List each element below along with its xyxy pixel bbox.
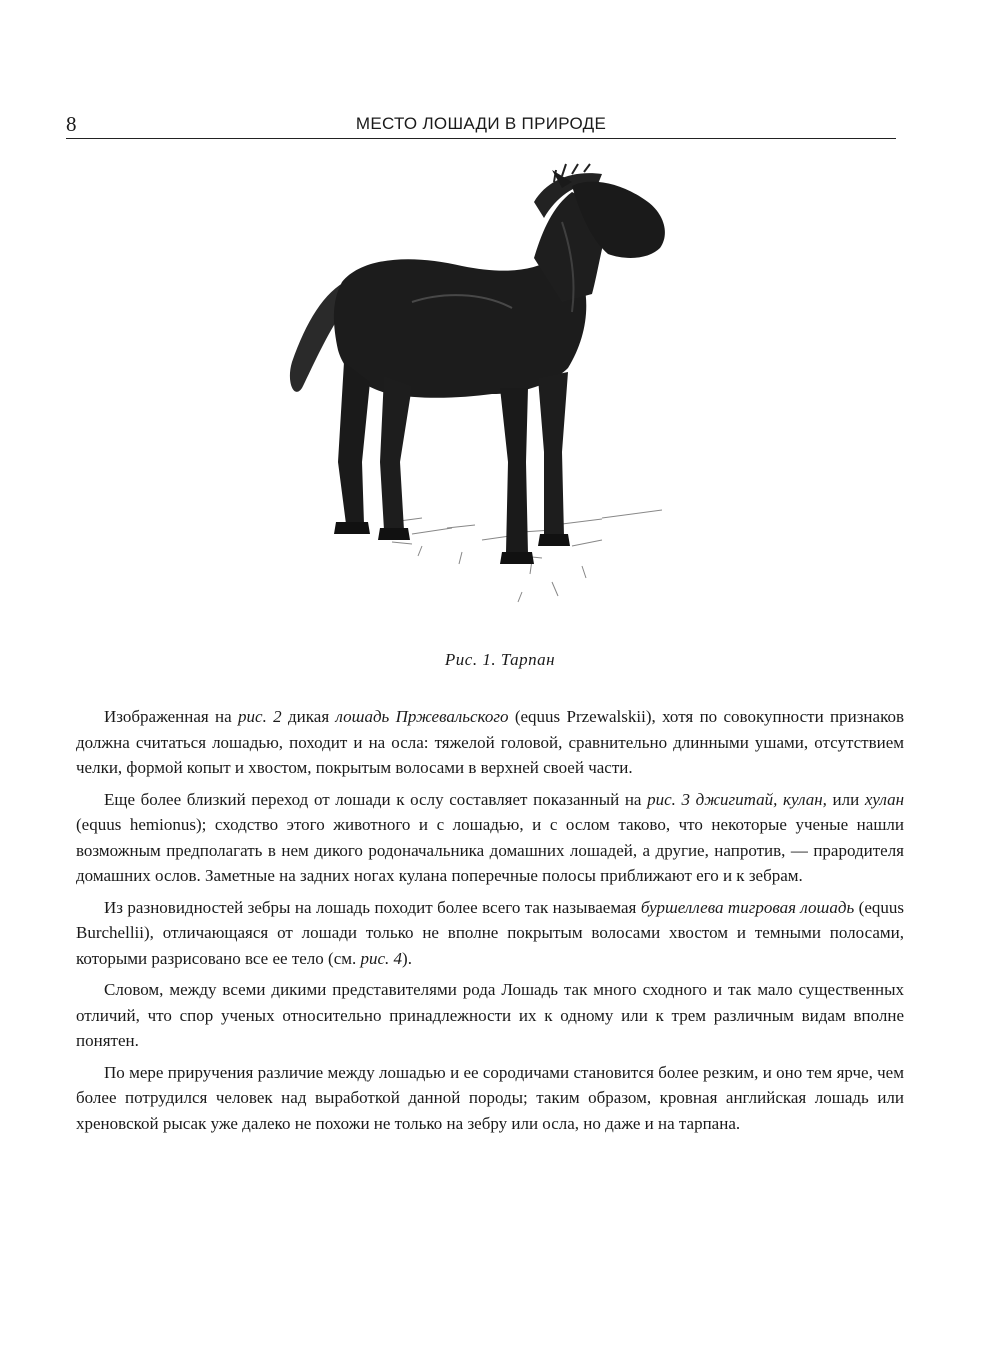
page-header — [66, 108, 896, 139]
paragraph-1: Изображенная на рис. 2 дикая лошадь Пржевальского (equus Przewalskii), хотя по совокупности признаков должна считаться лошадью, походит и на осла: тяжелой головой, сравнительно длинными ушами, отсутствием челки, формой копыт и хвостом, покрытым волосами в верхней своей части. — [76, 707, 904, 777]
horse-illustration — [272, 162, 684, 642]
figure-caption: Рис. 1. Тарпан — [444, 650, 556, 669]
tarpan-figure — [272, 162, 684, 642]
paragraph-3: Из разновидностей зебры на лошадь походит более всего так называемая буршеллева тигровая лошадь (equus Burchellii), отличающаяся от лошади только не вполне покрытым волосами хвостом и темными полосами, которыми разрисовано все ее тело (см. рис. 4). — [76, 897, 905, 968]
page-number: 8 — [66, 112, 77, 136]
body-text — [76, 704, 904, 1142]
paragraph-4: Словом, между всеми дикими представителями рода Лошадь так много сходного и так мало существенных отличий, что спор ученых относительно принадлежности их к одному или к трем различным видам вполне понятен. — [76, 980, 904, 1050]
paragraph-5: По мере приручения различие между лошадью и ее сородичами становится более резким, и оно тем ярче, чем более потрудился человек над выработкой данной породы; таким образом, кровная английская лошадь или хреновской рысак уже далеко не похожи не только на зебру или осла, но даже и на тарпана. — [76, 1062, 904, 1133]
running-title: МЕСТО ЛОШАДИ В ПРИРОДЕ — [355, 114, 607, 133]
paragraph-2: Еще более близкий переход от лошади к ослу составляет показанный на рис. 3 джигитай, кулан, или хулан (equus hemionus); сходство этого животного и с лошадью, и с ослом таково, что некоторые ученые нашли возможным предполагать в нем дикого родоначальника домашних лошадей, а другие, напротив, — прародителя домашних ослов. Заметные на задних ногах кулана поперечные полосы приближают его и к зебрам. — [76, 789, 905, 885]
